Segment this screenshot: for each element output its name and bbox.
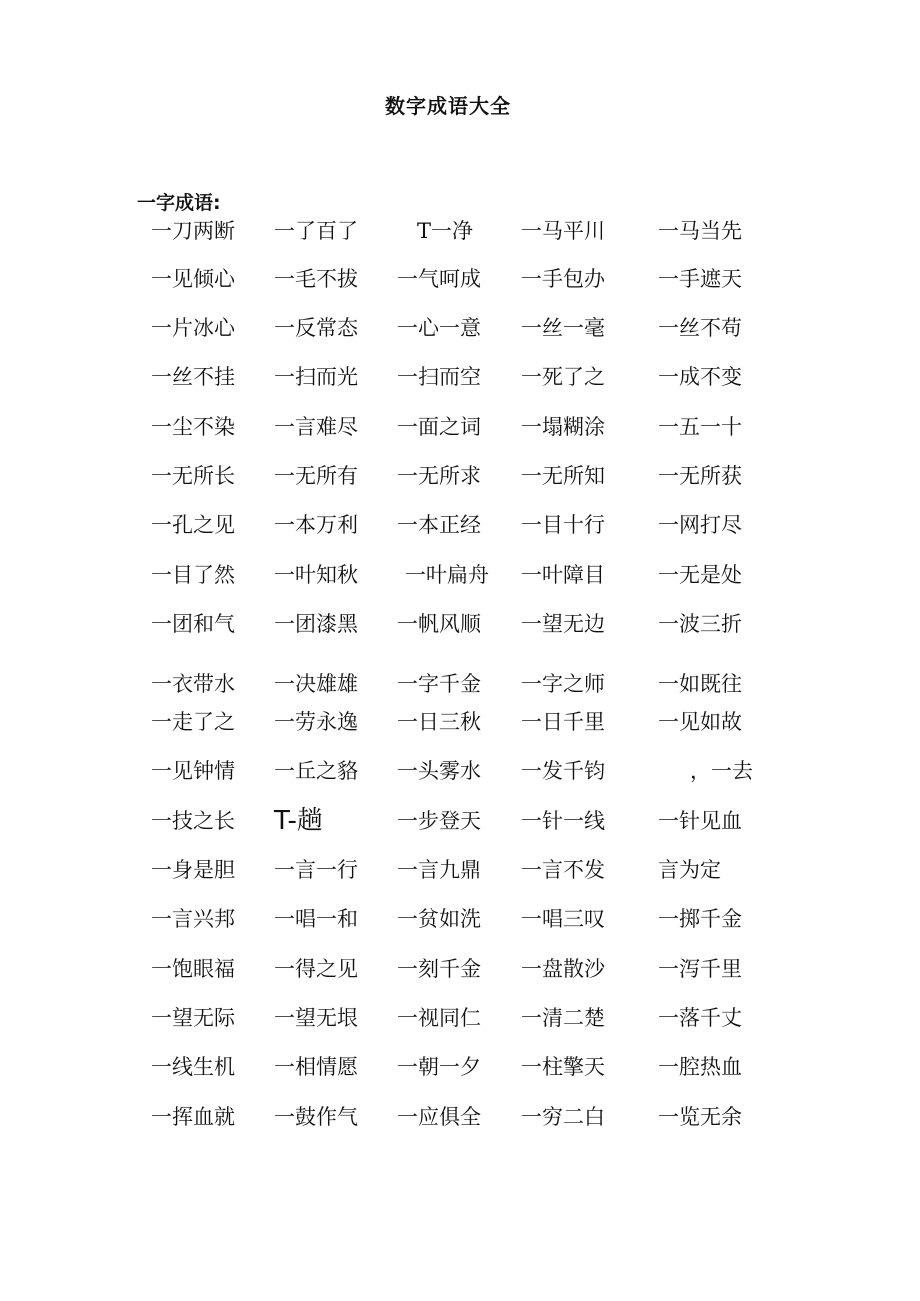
- idiom-cell: 一尘不染: [151, 415, 235, 439]
- idiom-cell: 一刀两断: [151, 219, 235, 243]
- idiom-cell: 一刻千金: [397, 957, 481, 981]
- idiom-cell: 一字之师: [521, 672, 605, 696]
- section-heading: 一字成语:: [137, 192, 221, 214]
- idiom-cell: 一心一意: [397, 316, 481, 340]
- idiom-cell: 一盘散沙: [521, 957, 605, 981]
- idiom-cell: 一落千丈: [658, 1006, 742, 1030]
- idiom-cell: 一叶扁舟: [405, 563, 489, 587]
- idiom-cell: 一言不发: [521, 858, 605, 882]
- idiom-row: [0, 954, 920, 984]
- idiom-cell: 一线生机: [151, 1055, 235, 1079]
- idiom-cell: 一无所求: [397, 464, 481, 488]
- idiom-cell: 一柱擎天: [521, 1055, 605, 1079]
- idiom-cell: 一饱眼福: [151, 957, 235, 981]
- idiom-cell: 一片冰心: [151, 316, 235, 340]
- idiom-row: [0, 669, 920, 699]
- idiom-cell: 一发千钧: [521, 759, 605, 783]
- idiom-cell: 一面之词: [397, 415, 481, 439]
- idiom-row: [0, 1102, 920, 1132]
- idiom-cell: 一扫而空: [397, 365, 481, 389]
- idiom-cell: ，一去: [690, 759, 753, 783]
- idiom-cell: 一见钟情: [151, 759, 235, 783]
- idiom-row: [0, 756, 920, 786]
- idiom-row: [0, 904, 920, 934]
- idiom-cell: 一无所有: [274, 464, 358, 488]
- idiom-cell: 一丝不挂: [151, 365, 235, 389]
- idiom-cell: 一死了之: [521, 365, 605, 389]
- idiom-cell: 一鼓作气: [274, 1105, 358, 1129]
- idiom-cell: 一气呵成: [397, 267, 481, 291]
- idiom-row: [0, 313, 920, 343]
- idiom-cell: 一马平川: [521, 219, 605, 243]
- idiom-cell: T一净: [417, 219, 474, 243]
- idiom-row: [0, 855, 920, 885]
- idiom-cell: 一目十行: [521, 513, 605, 537]
- idiom-cell: 一朝一夕: [397, 1055, 481, 1079]
- idiom-cell: 一塌糊涂: [521, 415, 605, 439]
- idiom-cell: 一成不变: [658, 365, 742, 389]
- idiom-row: [0, 806, 920, 836]
- idiom-row: [0, 609, 920, 639]
- idiom-cell: 一字千金: [397, 672, 481, 696]
- idiom-cell: 一针见血: [658, 809, 742, 833]
- idiom-row: [0, 510, 920, 540]
- idiom-row: [0, 1003, 920, 1033]
- idiom-row: [0, 1052, 920, 1082]
- idiom-row: [0, 412, 920, 442]
- idiom-cell: 一团和气: [151, 612, 235, 636]
- idiom-cell: 一言兴邦: [151, 907, 235, 931]
- idiom-cell: 一叶知秋: [274, 563, 358, 587]
- idiom-row: [0, 707, 920, 737]
- idiom-cell: 一日三秋: [397, 710, 481, 734]
- idiom-cell: 一马当先: [658, 219, 742, 243]
- idiom-cell: 一言一行: [274, 858, 358, 882]
- idiom-row: [0, 216, 920, 246]
- idiom-cell: 一日千里: [521, 710, 605, 734]
- idiom-cell: 一无是处: [658, 563, 742, 587]
- idiom-cell: 一本万利: [274, 513, 358, 537]
- idiom-cell: T-趟: [274, 806, 323, 836]
- idiom-cell: 一波三折: [658, 612, 742, 636]
- idiom-cell: 一应俱全: [397, 1105, 481, 1129]
- idiom-cell: 一言九鼎: [397, 858, 481, 882]
- idiom-cell: 一毛不拔: [274, 267, 358, 291]
- idiom-cell: 言为定: [658, 858, 721, 882]
- idiom-cell: 一无所长: [151, 464, 235, 488]
- idiom-cell: 一言难尽: [274, 415, 358, 439]
- idiom-cell: 一手包办: [521, 267, 605, 291]
- idiom-cell: 一见如故: [658, 710, 742, 734]
- idiom-cell: 一丘之貉: [274, 759, 358, 783]
- idiom-cell: 一决雄雄: [274, 672, 358, 696]
- idiom-cell: 一得之见: [274, 957, 358, 981]
- idiom-cell: 一挥血就: [151, 1105, 235, 1129]
- page-title: 数字成语大全: [385, 94, 511, 118]
- idiom-cell: 一腔热血: [658, 1055, 742, 1079]
- idiom-cell: 一相情愿: [274, 1055, 358, 1079]
- idiom-cell: 一技之长: [151, 809, 235, 833]
- idiom-row: [0, 264, 920, 294]
- idiom-cell: 一无所知: [521, 464, 605, 488]
- idiom-cell: 一叶障目: [521, 563, 605, 587]
- idiom-cell: 一见倾心: [151, 267, 235, 291]
- idiom-row: [0, 560, 920, 590]
- idiom-cell: 一手遮天: [658, 267, 742, 291]
- idiom-cell: 一团漆黑: [274, 612, 358, 636]
- idiom-cell: 一视同仁: [397, 1006, 481, 1030]
- idiom-cell: 一览无余: [658, 1105, 742, 1129]
- idiom-cell: 一泻千里: [658, 957, 742, 981]
- idiom-cell: 一衣带水: [151, 672, 235, 696]
- idiom-cell: 一丝不苟: [658, 316, 742, 340]
- idiom-cell: 一丝一毫: [521, 316, 605, 340]
- idiom-cell: 一反常态: [274, 316, 358, 340]
- idiom-cell: 一步登天: [397, 809, 481, 833]
- idiom-cell: 一掷千金: [658, 907, 742, 931]
- idiom-cell: 一唱三叹: [521, 907, 605, 931]
- idiom-cell: 一贫如洗: [397, 907, 481, 931]
- idiom-cell: 一了百了: [274, 219, 358, 243]
- idiom-cell: 一唱一和: [274, 907, 358, 931]
- idiom-cell: 一本正经: [397, 513, 481, 537]
- idiom-cell: 一五一十: [658, 415, 742, 439]
- idiom-cell: 一劳永逸: [274, 710, 358, 734]
- idiom-cell: 一头雾水: [397, 759, 481, 783]
- idiom-cell: 一网打尽: [658, 513, 742, 537]
- idiom-row: [0, 461, 920, 491]
- idiom-cell: 一身是胆: [151, 858, 235, 882]
- idiom-cell: 一目了然: [151, 563, 235, 587]
- idiom-cell: 一扫而光: [274, 365, 358, 389]
- idiom-cell: 一清二楚: [521, 1006, 605, 1030]
- idiom-cell: 一无所获: [658, 464, 742, 488]
- idiom-row: [0, 362, 920, 392]
- idiom-cell: 一穷二白: [521, 1105, 605, 1129]
- idiom-cell: 一望无际: [151, 1006, 235, 1030]
- idiom-cell: 一帆风顺: [397, 612, 481, 636]
- idiom-cell: 一走了之: [151, 710, 235, 734]
- idiom-cell: 一望无垠: [274, 1006, 358, 1030]
- idiom-cell: 一孔之见: [151, 513, 235, 537]
- idiom-cell: 一望无边: [521, 612, 605, 636]
- idiom-cell: 一如既往: [658, 672, 742, 696]
- idiom-cell: 一针一线: [521, 809, 605, 833]
